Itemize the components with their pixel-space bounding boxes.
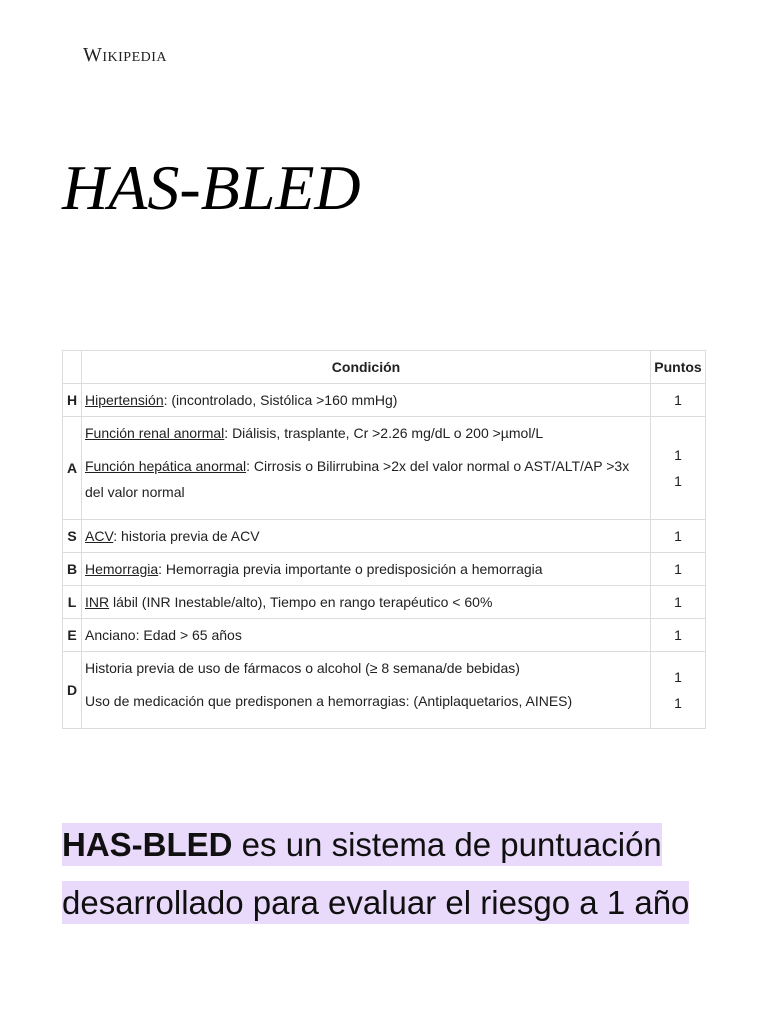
table-row [63, 652, 706, 729]
table-row [63, 553, 706, 586]
table-row [63, 586, 706, 619]
row-letter: A [63, 417, 82, 520]
condition-link[interactable]: Hemorragia [85, 561, 159, 577]
points-stack [654, 622, 702, 648]
condition-item [85, 420, 647, 446]
row-letter: S [63, 520, 82, 553]
table-row [63, 619, 706, 652]
condition-link[interactable]: ACV [85, 528, 114, 544]
row-points [651, 553, 706, 586]
row-points [651, 619, 706, 652]
table-row [63, 417, 706, 520]
condition-text: : Hemorragia previa importante o predisposición a hemorragia [158, 561, 543, 577]
points-value: 1 [674, 627, 682, 643]
condition-text: : Diálisis, trasplante, Cr >2.26 mg/dL o 200 >µmol/L [224, 425, 544, 441]
condition-link[interactable]: Función hepática anormal [85, 458, 247, 474]
condition-item [85, 589, 647, 615]
row-letter: E [63, 619, 82, 652]
table-body [63, 384, 706, 729]
summary-text: es un sistema de puntuación desarrollado para evaluar el riesgo a 1 año [62, 826, 690, 921]
row-condition [82, 417, 651, 520]
row-letter: B [63, 553, 82, 586]
row-points [651, 417, 706, 520]
table-row [63, 384, 706, 417]
condition-item [85, 523, 647, 549]
condition-text: : Cirrosis o Bilirrubina >2x del valor normal o AST/ALT/AP >3x del valor normal [85, 458, 630, 500]
letter-header [63, 351, 82, 384]
points-stack [654, 387, 702, 413]
points-header: Puntos [651, 351, 706, 384]
condition-item [85, 655, 647, 681]
row-condition [82, 586, 651, 619]
row-letter: L [63, 586, 82, 619]
points-value: 1 [674, 561, 682, 577]
points-stack [654, 556, 702, 582]
points-value: 1 [674, 594, 682, 610]
points-stack [654, 589, 702, 615]
points-stack [654, 664, 702, 716]
row-letter: H [63, 384, 82, 417]
condition-text: Historia previa de uso de fármacos o alcohol (≥ 8 semana/de bebidas) [85, 660, 520, 676]
table-row [63, 520, 706, 553]
table-header-row [63, 351, 706, 384]
condition-item [85, 387, 647, 413]
condition-link[interactable]: Hipertensión [85, 392, 164, 408]
points-stack [654, 442, 702, 494]
points-stack [654, 523, 702, 549]
condition-text: : (incontrolado, Sistólica >160 mmHg) [163, 392, 398, 408]
row-points [651, 652, 706, 729]
condition-item [85, 688, 647, 714]
condition-item [85, 622, 647, 648]
row-letter: D [63, 652, 82, 729]
points-value: 1 [674, 392, 682, 408]
summary-highlight [62, 823, 689, 924]
condition-item [85, 556, 647, 582]
condition-item [85, 453, 647, 505]
condition-text: Uso de medicación que predisponen a hemorragias: (Antiplaquetarios, AINES) [85, 693, 573, 709]
row-condition [82, 652, 651, 729]
has-bled-table [62, 350, 706, 729]
page-title: HAS-BLED [62, 152, 361, 223]
condition-text: : historia previa de ACV [113, 528, 260, 544]
row-condition [82, 520, 651, 553]
row-points [651, 586, 706, 619]
condition-header: Condición [82, 351, 651, 384]
row-condition [82, 384, 651, 417]
condition-link[interactable]: INR [85, 594, 110, 610]
wikipedia-logo[interactable]: Wikipedia [83, 44, 168, 66]
points-value: 1 [674, 447, 682, 463]
condition-text: lábil (INR Inestable/alto), Tiempo en rango terapéutico < 60% [109, 594, 493, 610]
condition-link[interactable]: Función renal anormal [85, 425, 225, 441]
points-value: 1 [674, 473, 682, 489]
summary-bold-term: HAS-BLED [62, 826, 233, 863]
row-points [651, 384, 706, 417]
points-value: 1 [674, 528, 682, 544]
condition-text: Anciano: Edad > 65 años [85, 627, 242, 643]
row-condition [82, 619, 651, 652]
points-value: 1 [674, 695, 682, 711]
points-value: 1 [674, 669, 682, 685]
row-points [651, 520, 706, 553]
row-condition [82, 553, 651, 586]
summary-paragraph [62, 816, 722, 932]
